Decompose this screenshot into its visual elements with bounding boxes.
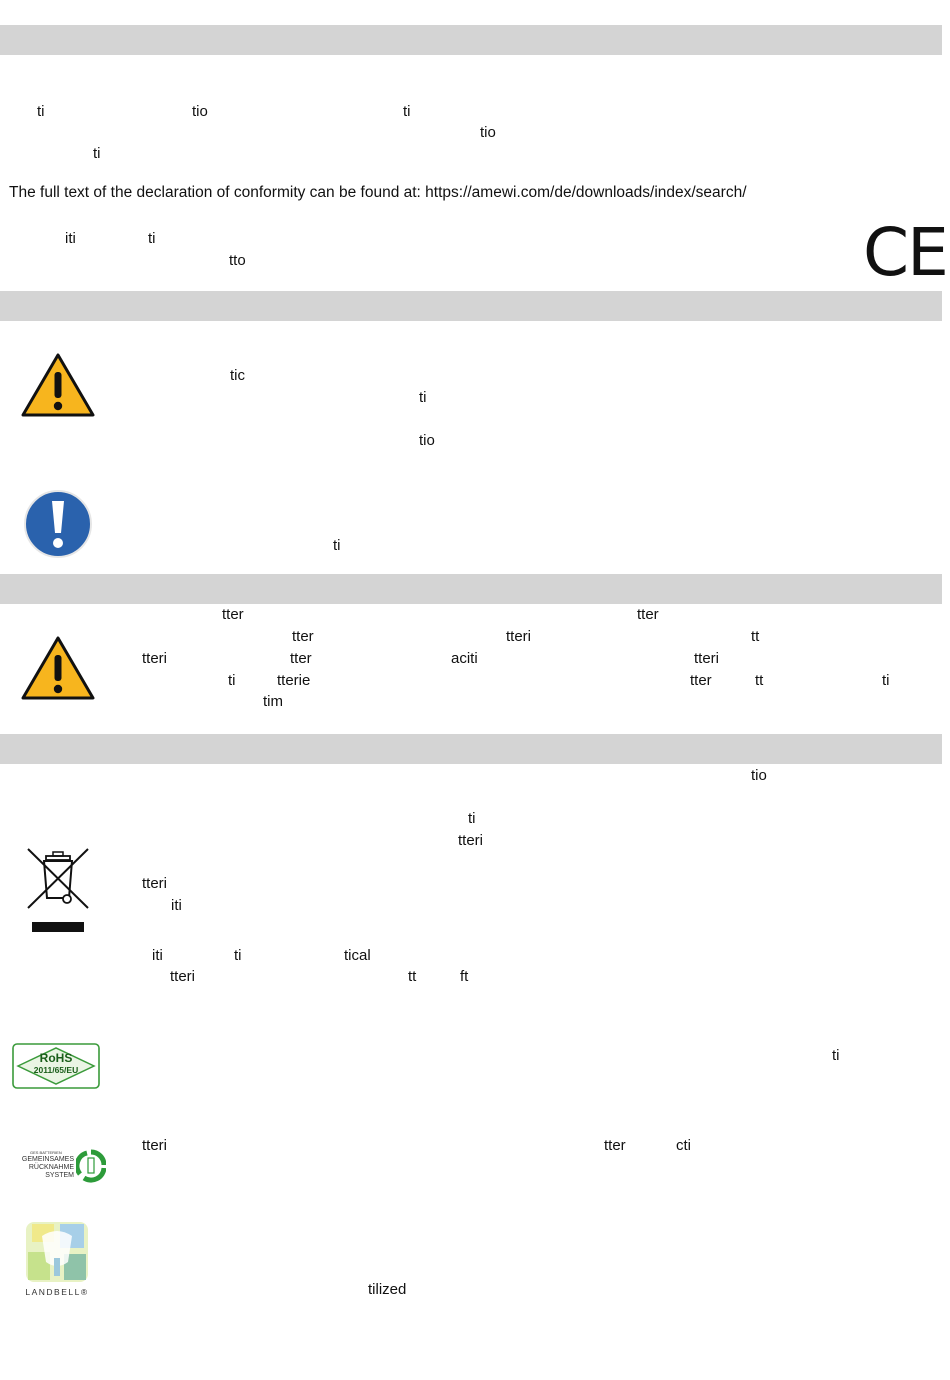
text-fragment: ti [468, 810, 476, 827]
rohs-directive: 2011/65/EU [33, 1065, 79, 1075]
text-fragment: ti [148, 230, 156, 247]
text-fragment: tto [229, 252, 246, 269]
grs-label: RÜCKNAHME [28, 1164, 74, 1171]
text-fragment: tter [222, 606, 244, 623]
text-fragment: ti [234, 947, 242, 964]
crossed-out-wheelie-bin-icon [24, 846, 92, 934]
declaration-full-text: The full text of the declaration of conformity can be found at: https://amewi.com/de/downloads/index/search/ [9, 184, 747, 201]
text-fragment: tter [604, 1137, 626, 1154]
text-fragment: ti [832, 1047, 840, 1064]
text-fragment: tical [344, 947, 371, 964]
text-fragment: tter [690, 672, 712, 689]
text-fragment: tteri [694, 650, 720, 667]
rohs-title: RoHS [39, 1051, 73, 1065]
warning-triangle-icon [21, 635, 95, 701]
text-fragment: tteri [458, 832, 484, 849]
section-header-bar-4 [0, 734, 942, 764]
grs-logo [8, 1148, 106, 1186]
text-fragment: tteri [142, 875, 168, 892]
text-fragment: tteri [170, 968, 196, 985]
grs-label: SYSTEM [45, 1172, 74, 1179]
text-fragment: tteri [142, 650, 168, 667]
text-fragment: ti [37, 103, 45, 120]
text-fragment: tt [751, 628, 760, 645]
text-fragment: tterie [277, 672, 311, 689]
text-fragment: tilized [368, 1281, 407, 1298]
text-fragment: tteri [506, 628, 532, 645]
landbell-wordmark: LANDBELL® [25, 1287, 89, 1297]
rohs-logo [12, 1043, 100, 1089]
landbell-logo [20, 1218, 94, 1300]
text-fragment: tter [290, 650, 312, 667]
text-fragment: tio [419, 432, 435, 449]
text-fragment: tim [263, 693, 283, 710]
section-header-bar-1 [0, 25, 942, 55]
text-fragment: tt [408, 968, 417, 985]
text-fragment: iti [152, 947, 163, 964]
text-fragment: tio [192, 103, 208, 120]
text-fragment: iti [171, 897, 182, 914]
ce-mark: CE [863, 214, 947, 291]
text-fragment: tter [292, 628, 314, 645]
section-header-bar-2 [0, 291, 942, 321]
text-fragment: tio [751, 767, 767, 784]
text-fragment: tic [230, 367, 245, 384]
text-fragment: ti [882, 672, 890, 689]
text-fragment: tteri [142, 1137, 168, 1154]
text-fragment: tio [480, 124, 496, 141]
text-fragment: iti [65, 230, 76, 247]
text-fragment: cti [676, 1137, 691, 1154]
text-fragment: aciti [451, 650, 478, 667]
grs-label-small: GES BATTERIEN [30, 1150, 62, 1155]
text-fragment: tt [755, 672, 764, 689]
text-fragment: ft [460, 968, 469, 985]
recycling-arrows-icon [76, 1149, 106, 1183]
text-fragment: ti [333, 537, 341, 554]
text-fragment: tter [637, 606, 659, 623]
text-fragment: ti [228, 672, 236, 689]
mandatory-exclamation-icon [23, 489, 93, 559]
section-header-bar-3 [0, 574, 942, 604]
grs-label: GEMEINSAMES [21, 1156, 74, 1163]
text-fragment: ti [93, 145, 101, 162]
text-fragment: ti [419, 389, 427, 406]
warning-triangle-icon [21, 352, 95, 418]
text-fragment: ti [403, 103, 411, 120]
